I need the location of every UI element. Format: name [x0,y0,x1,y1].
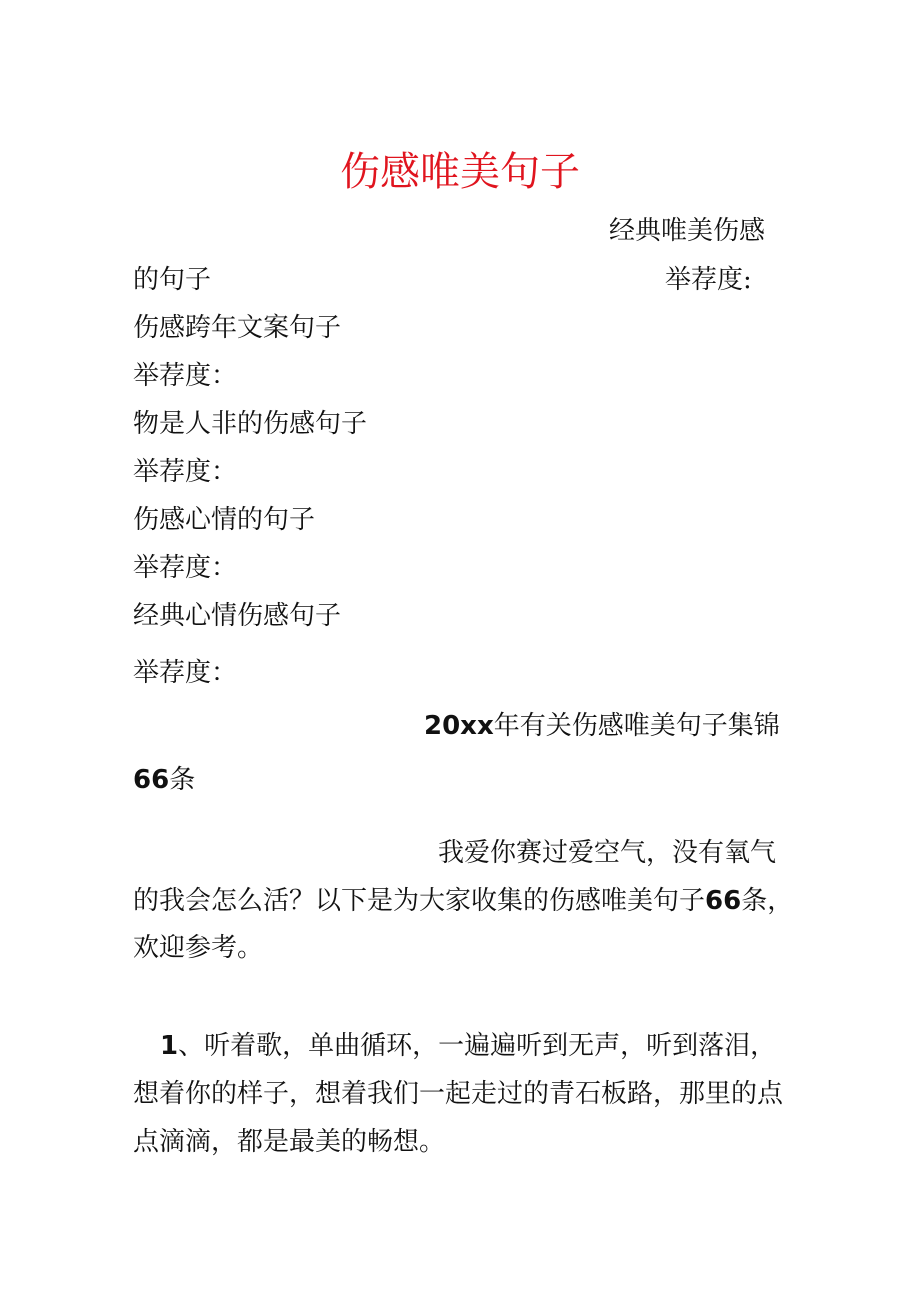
toc-item-3: 物是人非的伤感句子 [133,409,368,439]
toc-item-5: 经典心情伤感句子 [133,601,342,631]
entry-1-line-1 [160,1029,776,1063]
page-title: 伤感唯美句子 [340,149,580,195]
toc-item-3-recommend: 举荐度： [133,457,238,487]
article-heading [424,709,780,743]
article-heading-count-unit: 条 [169,765,196,795]
intro-line-1: 我爱你赛过爱空气，没有氧气 [438,838,777,868]
article-heading-count-number: 66 [133,765,170,795]
article-heading-year: 20xx [424,711,494,741]
toc-item-1-part-b: 的句子 [133,265,212,295]
toc-item-4-recommend: 举荐度： [133,553,238,583]
entry-1-line-2: 想着你的样子，想着我们一起走过的青石板路，那里的点 [133,1079,784,1109]
toc-item-2-recommend: 举荐度： [133,361,238,391]
intro-line-2-text: 的我会怎么活？以下是为大家收集的伤感唯美句子 [133,886,706,916]
article-heading-count [133,763,195,797]
intro-line-2-tail: 条， [741,886,794,916]
toc-item-4: 伤感心情的句子 [133,505,316,535]
toc-item-1-recommend: 举荐度: [665,265,752,295]
intro-line-2 [133,884,793,918]
toc-item-5-recommend: 举荐度： [133,658,238,688]
toc-item-2: 伤感跨年文案句子 [133,313,342,343]
toc-item-1-part-a: 经典唯美伤感 [609,216,766,246]
entry-1-number: 1 [160,1031,179,1061]
intro-line-3: 欢迎参考。 [133,933,264,963]
intro-line-2-number: 66 [705,886,742,916]
entry-1-text: 、听着歌，单曲循环，一遍遍听到无声，听到落泪， [178,1031,777,1061]
article-heading-text: 年有关伤感唯美句子集锦 [493,711,780,741]
entry-1-line-3: 点滴滴，都是最美的畅想。 [133,1127,446,1157]
